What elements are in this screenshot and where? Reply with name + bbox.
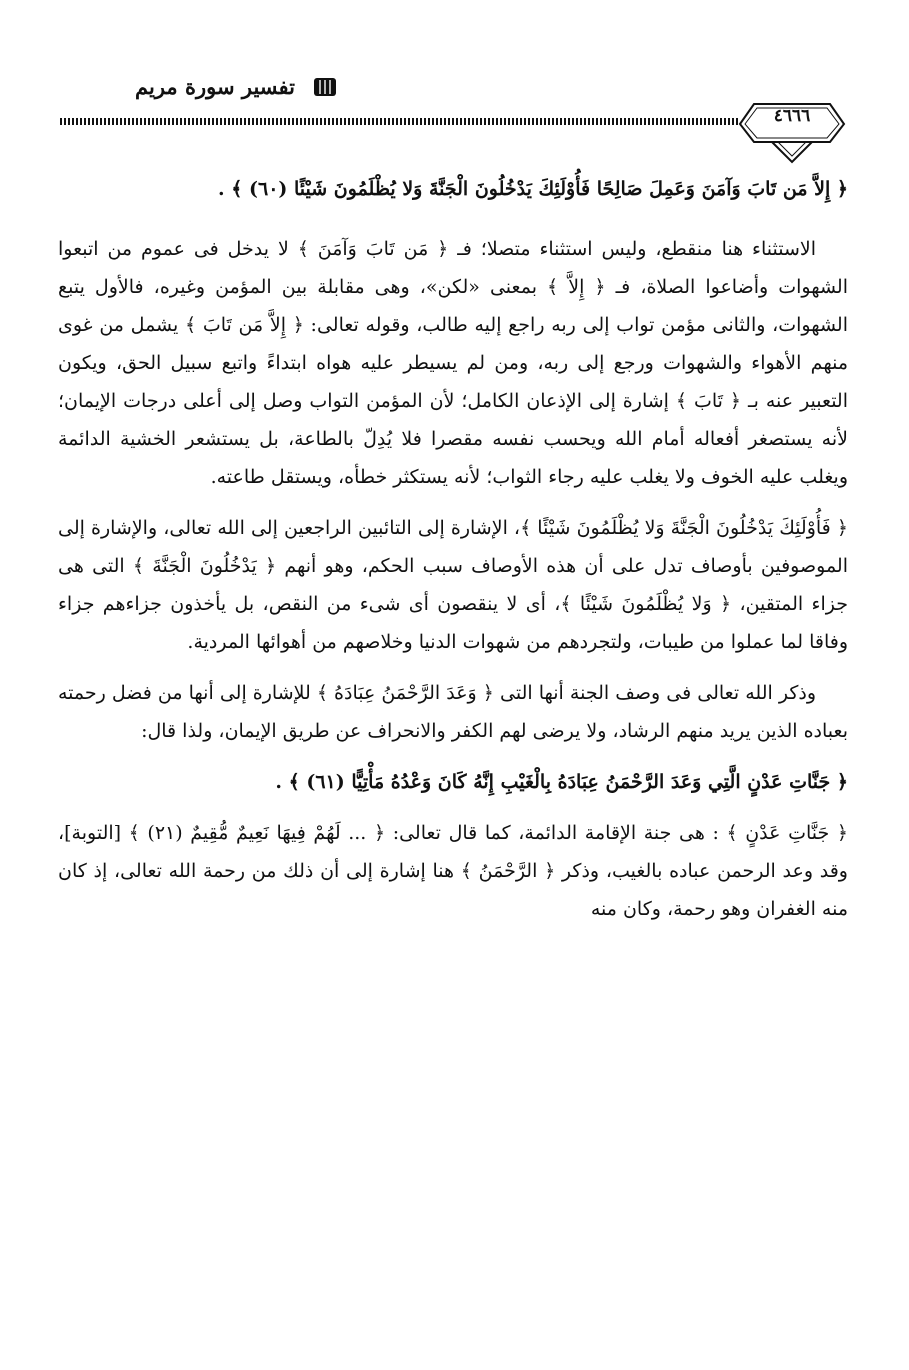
header-rule [60, 118, 740, 125]
book-ornament-icon [311, 76, 339, 98]
paragraph-gardens-of-eden: ﴿ جَنَّاتِ عَدْنٍ ﴾ : هى جنة الإقامة الدائمة، كما قال تعالى: ﴿ ... لَهُمْ فِيهَا نَعِيمٌ مُّقِيمٌ (٢١) ﴾ [التوبة]، وقد وعد الرحمن عباده بالغيب، وذكر ﴿ الرَّحْمَنُ ﴾ هنا إشارة إلى أن ذلك من رحمة الله تعالى، إذ كان منه الغفران وهو رحمة، وكان منه [58, 822, 848, 920]
paragraph-promise: وذكر الله تعالى فى وصف الجنة أنها التى ﴿ وَعَدَ الرَّحْمَنُ عِبَادَهُ ﴾ للإشارة إلى أنها من فضل رحمته بعباده الذين يريد منهم الرشاد، ولا يرضى لهم الكفر والانحراف عن طريق الإيمان، ولذا قال: [58, 682, 848, 742]
verse-60: ﴿ إِلاَّ مَن تَابَ وَآمَنَ وَعَمِلَ صَالِحًا فَأُوْلَئِكَ يَدْخُلُونَ الْجَنَّةَ وَلا يُظْلَمُونَ شَيْئًا (٦٠) ﴾ . [218, 178, 848, 200]
running-header-title: تفسير سورة مريم [135, 74, 295, 99]
page-number: ٤٦٦٦ [773, 106, 811, 126]
paragraph-entering-paradise: ﴿ فَأُوْلَئِكَ يَدْخُلُونَ الْجَنَّةَ وَلا يُظْلَمُونَ شَيْئًا ﴾، الإشارة إلى التائبين الراجعين إلى الله تعالى، والإشارة إلى الموصوفين بأوصاف تدل على أن هذه الأوصاف سبب الحكم، وهو أنهم ﴿ يَدْخُلُونَ الْجَنَّةَ ﴾ التى هى جزاء المتقين، ﴿ وَلا يُظْلَمُونَ شَيْئًا ﴾، أى لا ينقصون أى شىء من النقص، بل يأخذون جزاءهم جزاء وفاقا لما عملوا من طيبات، ولتجردهم من شهوات الدنيا وخلاصهم من أهوائها المردية. [58, 517, 848, 653]
paragraph-exception: الاستثناء هنا منقطع، وليس استثناء متصلا؛ فـ ﴿ مَن تَابَ وَآمَنَ ﴾ لا يدخل فى عموم من اتبعوا الشهوات وأضاعوا الصلاة، فـ ﴿ إِلاَّ ﴾ بمعنى «لكن»، وهى مقابلة بين المؤمن وغيره، فالأول يتبع الشهوات، والثانى مؤمن تواب إلى ربه راجع إليه طالب، وقوله تعالى: ﴿ إِلاَّ مَن تَابَ ﴾ يشمل من غوى منهم الأهواء والشهوات ورجع إلى ربه، ومن لم يسيطر عليه هواه ابتداءً واتبع سبيل الحق، ويكون التعبير عنه بـ ﴿ تَابَ ﴾ إشارة إلى الإذعان الكامل؛ لأن المؤمن التواب وصل إلى أعلى درجات الإيمان؛ لأنه يستصغر أفعاله أمام الله ويحسب نفسه مقصرا فلا يُدِلّ بالطاعة، بل يستشعر الخشية الدائمة ويغلب عليه الخوف ولا يغلب عليه رجاء الثواب؛ لأنه يستكثر خطأه، ويستقل طاعته. [58, 238, 848, 488]
page-body [58, 170, 848, 941]
verse-61: ﴿ جَنَّاتِ عَدْنٍ الَّتِي وَعَدَ الرَّحْمَنُ عِبَادَهُ بِالْغَيْبِ إِنَّهُ كَانَ وَعْدُهُ مَأْتِيًّا (٦١) ﴾ . [275, 771, 848, 793]
